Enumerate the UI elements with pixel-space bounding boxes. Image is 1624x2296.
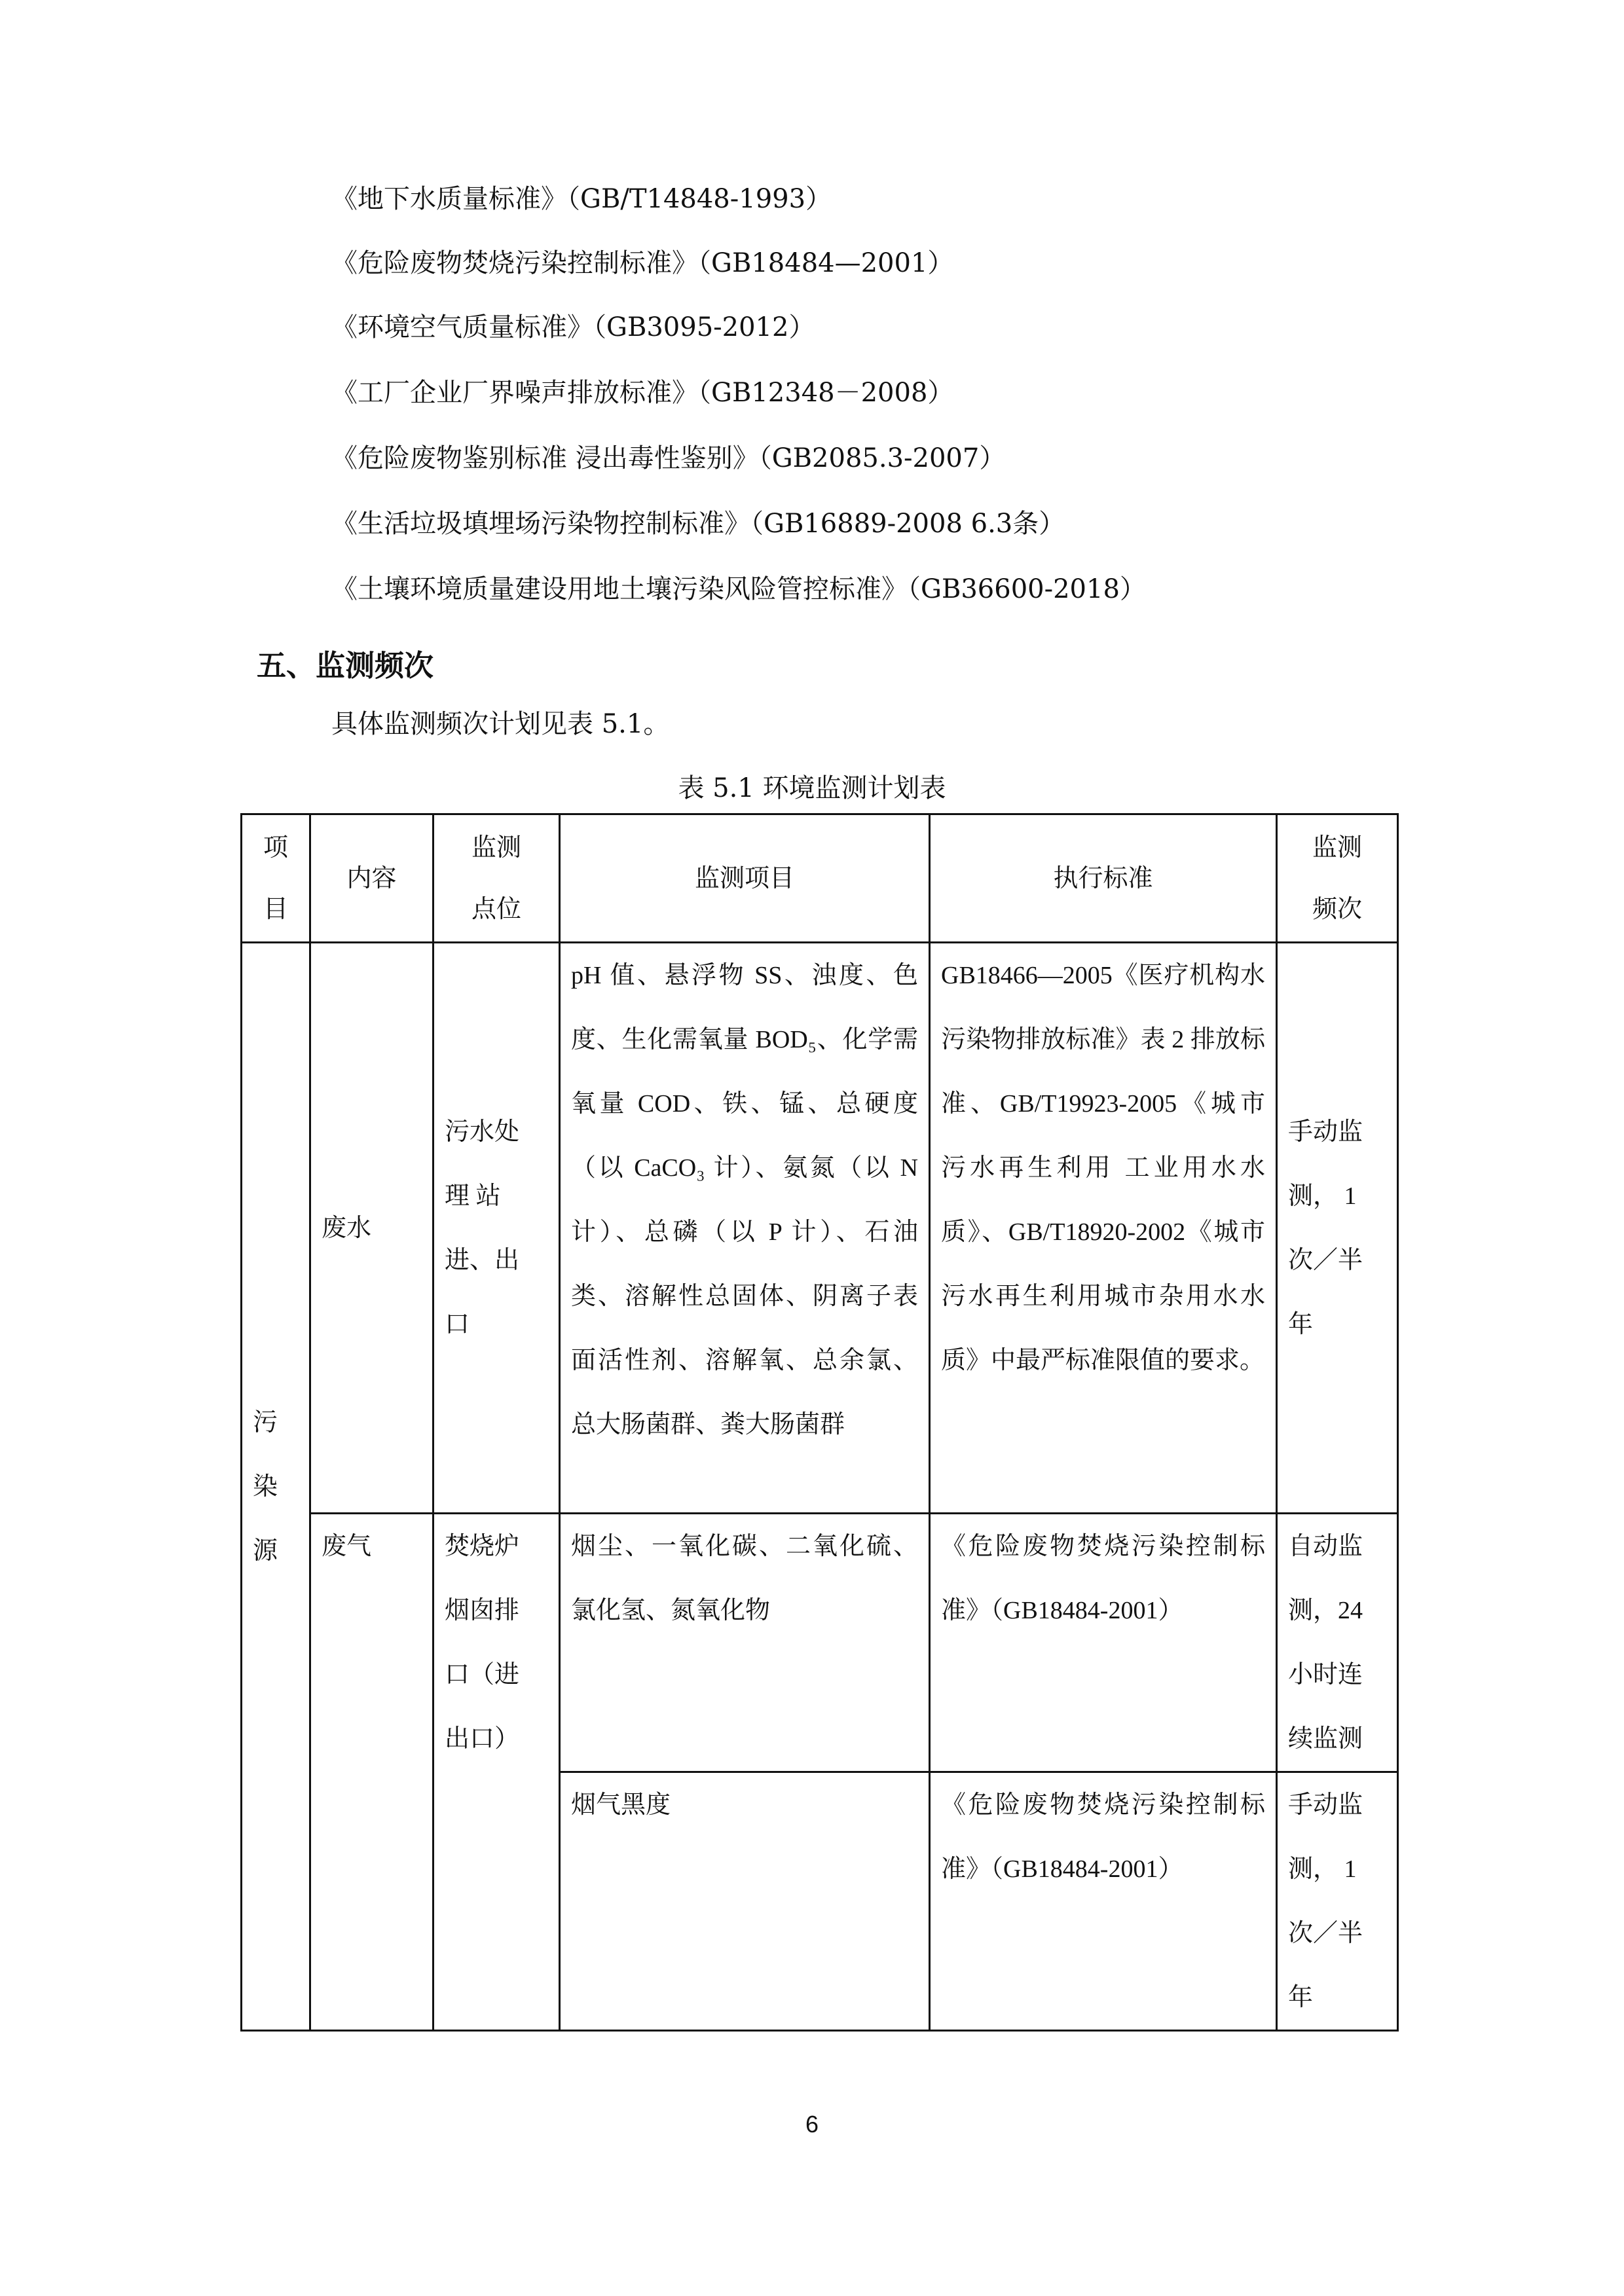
standard-cell: GB18466—2005《医疗机构水污染物排放标准》表 2 排放标准、GB/T19923-2005《城市污水再生利用 工业用水水质》、GB/T18920-2002《城市污水再生利用城市杂用水水质》中最严标准限值的要求。 [930, 943, 1277, 1514]
content-cell: 废气 [310, 1514, 434, 2031]
header-content: 内容 [310, 814, 434, 943]
frequency-cell: 手动监 测， 1 次／半 年 [1277, 1772, 1398, 2031]
frequency-cell: 自动监 测，24 小时连 续监测 [1277, 1514, 1398, 1772]
monitoring-plan-table [240, 813, 1399, 2032]
page-number: 6 [805, 2111, 819, 2138]
header-item: 项 目 [242, 814, 310, 943]
category-cell: 污 染 源 [242, 943, 310, 2031]
table-header-row [242, 814, 1398, 943]
table-row-wastewater [242, 943, 1398, 1514]
table-row-exhaust [242, 1514, 1398, 1772]
header-standard: 执行标准 [930, 814, 1277, 943]
header-frequency: 监测 频次 [1277, 814, 1398, 943]
table-caption: 表 5.1 环境监测计划表 [678, 773, 946, 803]
content-cell: 废水 [310, 943, 434, 1514]
section-heading: 五、监测频次 [257, 648, 434, 683]
project-cell: 烟尘、一氧化碳、二氧化硫、氯化氢、氮氧化物 [560, 1514, 930, 1772]
standard-line: 《环境空气质量标准》（GB3095-2012） [331, 312, 815, 342]
header-project: 监测项目 [560, 814, 930, 943]
standard-cell: 《危险废物焚烧污染控制标准》（GB18484-2001） [930, 1772, 1277, 2031]
standard-line: 《工厂企业厂界噪声排放标准》（GB12348－2008） [331, 378, 954, 408]
frequency-cell: 手动监 测， 1 次／半 年 [1277, 943, 1398, 1514]
standard-line: 《生活垃圾填埋场污染物控制标准》（GB16889-2008 6.3条） [331, 509, 1065, 539]
point-cell: 污水处 理 站 进、出 口 [434, 943, 560, 1514]
point-cell: 焚烧炉 烟囱排 口（进 出口） [434, 1514, 560, 2031]
intro-text: 具体监测频次计划见表 5.1。 [331, 709, 670, 739]
standard-cell: 《危险废物焚烧污染控制标准》（GB18484-2001） [930, 1514, 1277, 1772]
project-cell: pH 值、悬浮物 SS、浊度、色度、生化需氧量 BOD₅、化学需氧量 COD、铁、锰、总硬度（以 CaCO₃ 计）、氨氮（以 N 计）、总磷（以 P 计）、石油类、溶解性总固体、阴离子表面活性剂、溶解氧、总余氯、总大肠菌群、粪大肠菌群 [560, 943, 930, 1514]
standard-line: 《危险废物焚烧污染控制标准》（GB18484—2001） [331, 248, 954, 278]
standard-line: 《地下水质量标准》（GB/T14848-1993） [331, 184, 832, 214]
standard-line: 《危险废物鉴别标准 浸出毒性鉴别》（GB2085.3-2007） [331, 443, 1006, 473]
header-point: 监测 点位 [434, 814, 560, 943]
standard-line: 《土壤环境质量建设用地土壤污染风险管控标准》（GB36600-2018） [331, 574, 1146, 604]
project-cell: 烟气黑度 [560, 1772, 930, 2031]
